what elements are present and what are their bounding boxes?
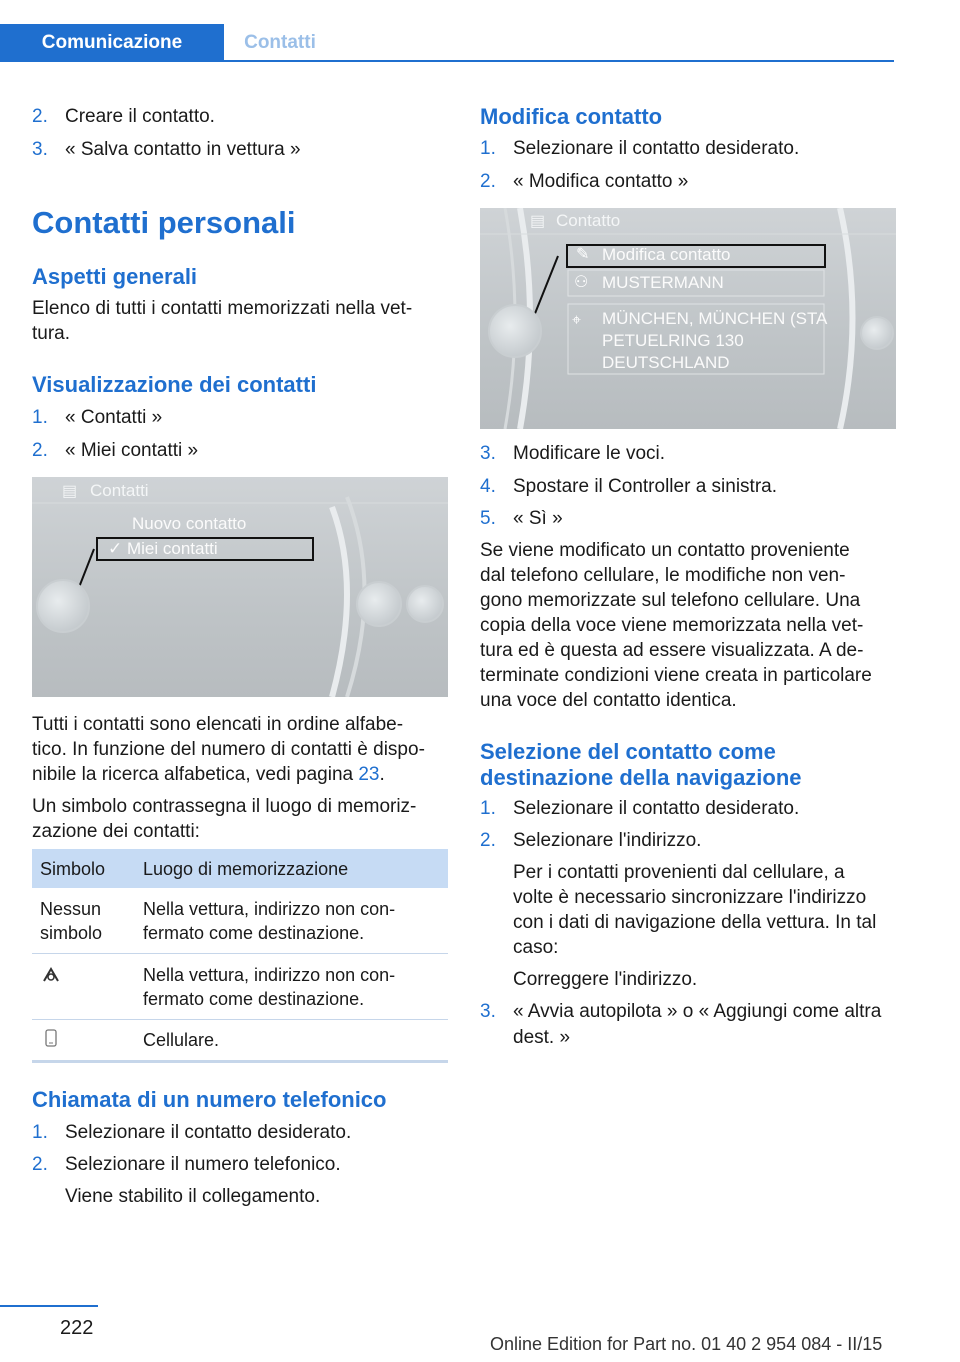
- subsection-title: Modifica contatto: [480, 104, 663, 129]
- table-row: [32, 888, 448, 954]
- add-knob-icon: [860, 316, 894, 350]
- option-knob-icon: [356, 581, 402, 627]
- page-number: 222: [60, 1317, 94, 1339]
- table-cell: Cellulare.: [143, 1030, 220, 1050]
- subsection-title: Visualizzazione dei contatti: [32, 372, 317, 397]
- table-row: [32, 1020, 448, 1063]
- contact-address-line: DEUTSCHLAND: [602, 353, 730, 372]
- list-note: Viene stabilito il collegamento.: [65, 1186, 321, 1207]
- section-title: Contatti personali: [32, 205, 296, 240]
- list-note: Per i contatti provenienti dal cellulare, a volte è necessario sincronizzare l'indirizzo con i dati di navigazione della vettura. In tal caso:: [513, 862, 877, 958]
- tab-contatti: Contatti: [244, 32, 316, 53]
- table-cell: Nella vettura, indirizzo non con- fermato come destinazione.: [143, 965, 396, 1009]
- screenshot-contatto: [480, 208, 896, 429]
- contact-address-line: MÜNCHEN, MÜNCHEN (STA: [602, 309, 828, 328]
- table-cell: Nella vettura, indirizzo non con- fermato come destinazione.: [143, 899, 396, 943]
- footer-rule: [0, 1305, 98, 1307]
- page-link[interactable]: 23: [358, 764, 380, 785]
- header-rule: [0, 60, 894, 62]
- paragraph: Elenco di tutti i contatti memorizzati nella vet- tura.: [32, 298, 413, 344]
- table-row: [32, 954, 448, 1020]
- subsection-title: Aspetti generali: [32, 264, 198, 289]
- paragraph: Un simbolo contrassegna il luogo di memoriz- zazione dei contatti:: [32, 796, 417, 842]
- screen-title: Contatti: [90, 481, 149, 500]
- table-header-cell: Luogo di memorizzazione: [143, 859, 349, 879]
- contact-address-line: PETUELRING 130: [602, 331, 744, 350]
- controller-knob-icon: [36, 579, 90, 633]
- table-header: [32, 849, 448, 888]
- list-item: 3. « Avvia autopilota » o « Aggiungi come altra dest. »: [480, 1001, 882, 1048]
- contact-name: MUSTERMANN: [602, 273, 724, 292]
- menu-item-modifica-contatto: Modifica contatto: [602, 245, 731, 264]
- edit-pencil-icon: ✎: [576, 246, 590, 263]
- table-cell: Nessun simbolo: [40, 899, 103, 943]
- edition-note: Online Edition for Part no. 01 40 2 954 084 - II/15: [490, 1334, 883, 1354]
- address-icon: ⌖: [572, 312, 582, 329]
- person-icon: ⚇: [574, 274, 589, 291]
- menu-item-miei-contatti: ✓ Miei contatti: [108, 539, 218, 558]
- tab-comunicazione: Comunicazione: [0, 24, 224, 62]
- table-header-cell: Simbolo: [40, 859, 106, 879]
- contacts-icon: ▤: [62, 483, 78, 500]
- screenshot-contatti: [32, 477, 448, 697]
- menu-item-nuovo-contatto: Nuovo contatto: [132, 514, 247, 533]
- paragraph: Se viene modificato un contatto proveniente dal telefono cellulare, le modifiche non ven- gono memorizzate sul telefono cellulare. Una copia della voce viene memorizzata nella vet- tura ed è questa ad essere visualizzata. A de- terminate condizioni viene creata in particolare una voce del contatto identica.: [480, 540, 872, 711]
- mobile-phone-icon: [40, 1028, 62, 1054]
- subsection-title: Selezione del contatto come destinazione della navigazione: [480, 739, 802, 790]
- contacts-icon: ▤: [530, 213, 546, 230]
- page-header: [0, 0, 960, 62]
- vehicle-memory-icon: [40, 966, 62, 990]
- controller-knob-icon: [488, 304, 542, 358]
- paragraph: Tutti i contatti sono elencati in ordine alfabe- tico. In funzione del numero di contatti è dispo- nibile la ricerca alfabetica, vedi pagina 23.: [32, 714, 425, 785]
- screen-title: Contatto: [556, 211, 621, 230]
- list-note: Correggere l'indirizzo.: [513, 969, 698, 990]
- subsection-title: Chiamata di un numero telefonico: [32, 1087, 387, 1112]
- option-knob-icon: [406, 585, 444, 623]
